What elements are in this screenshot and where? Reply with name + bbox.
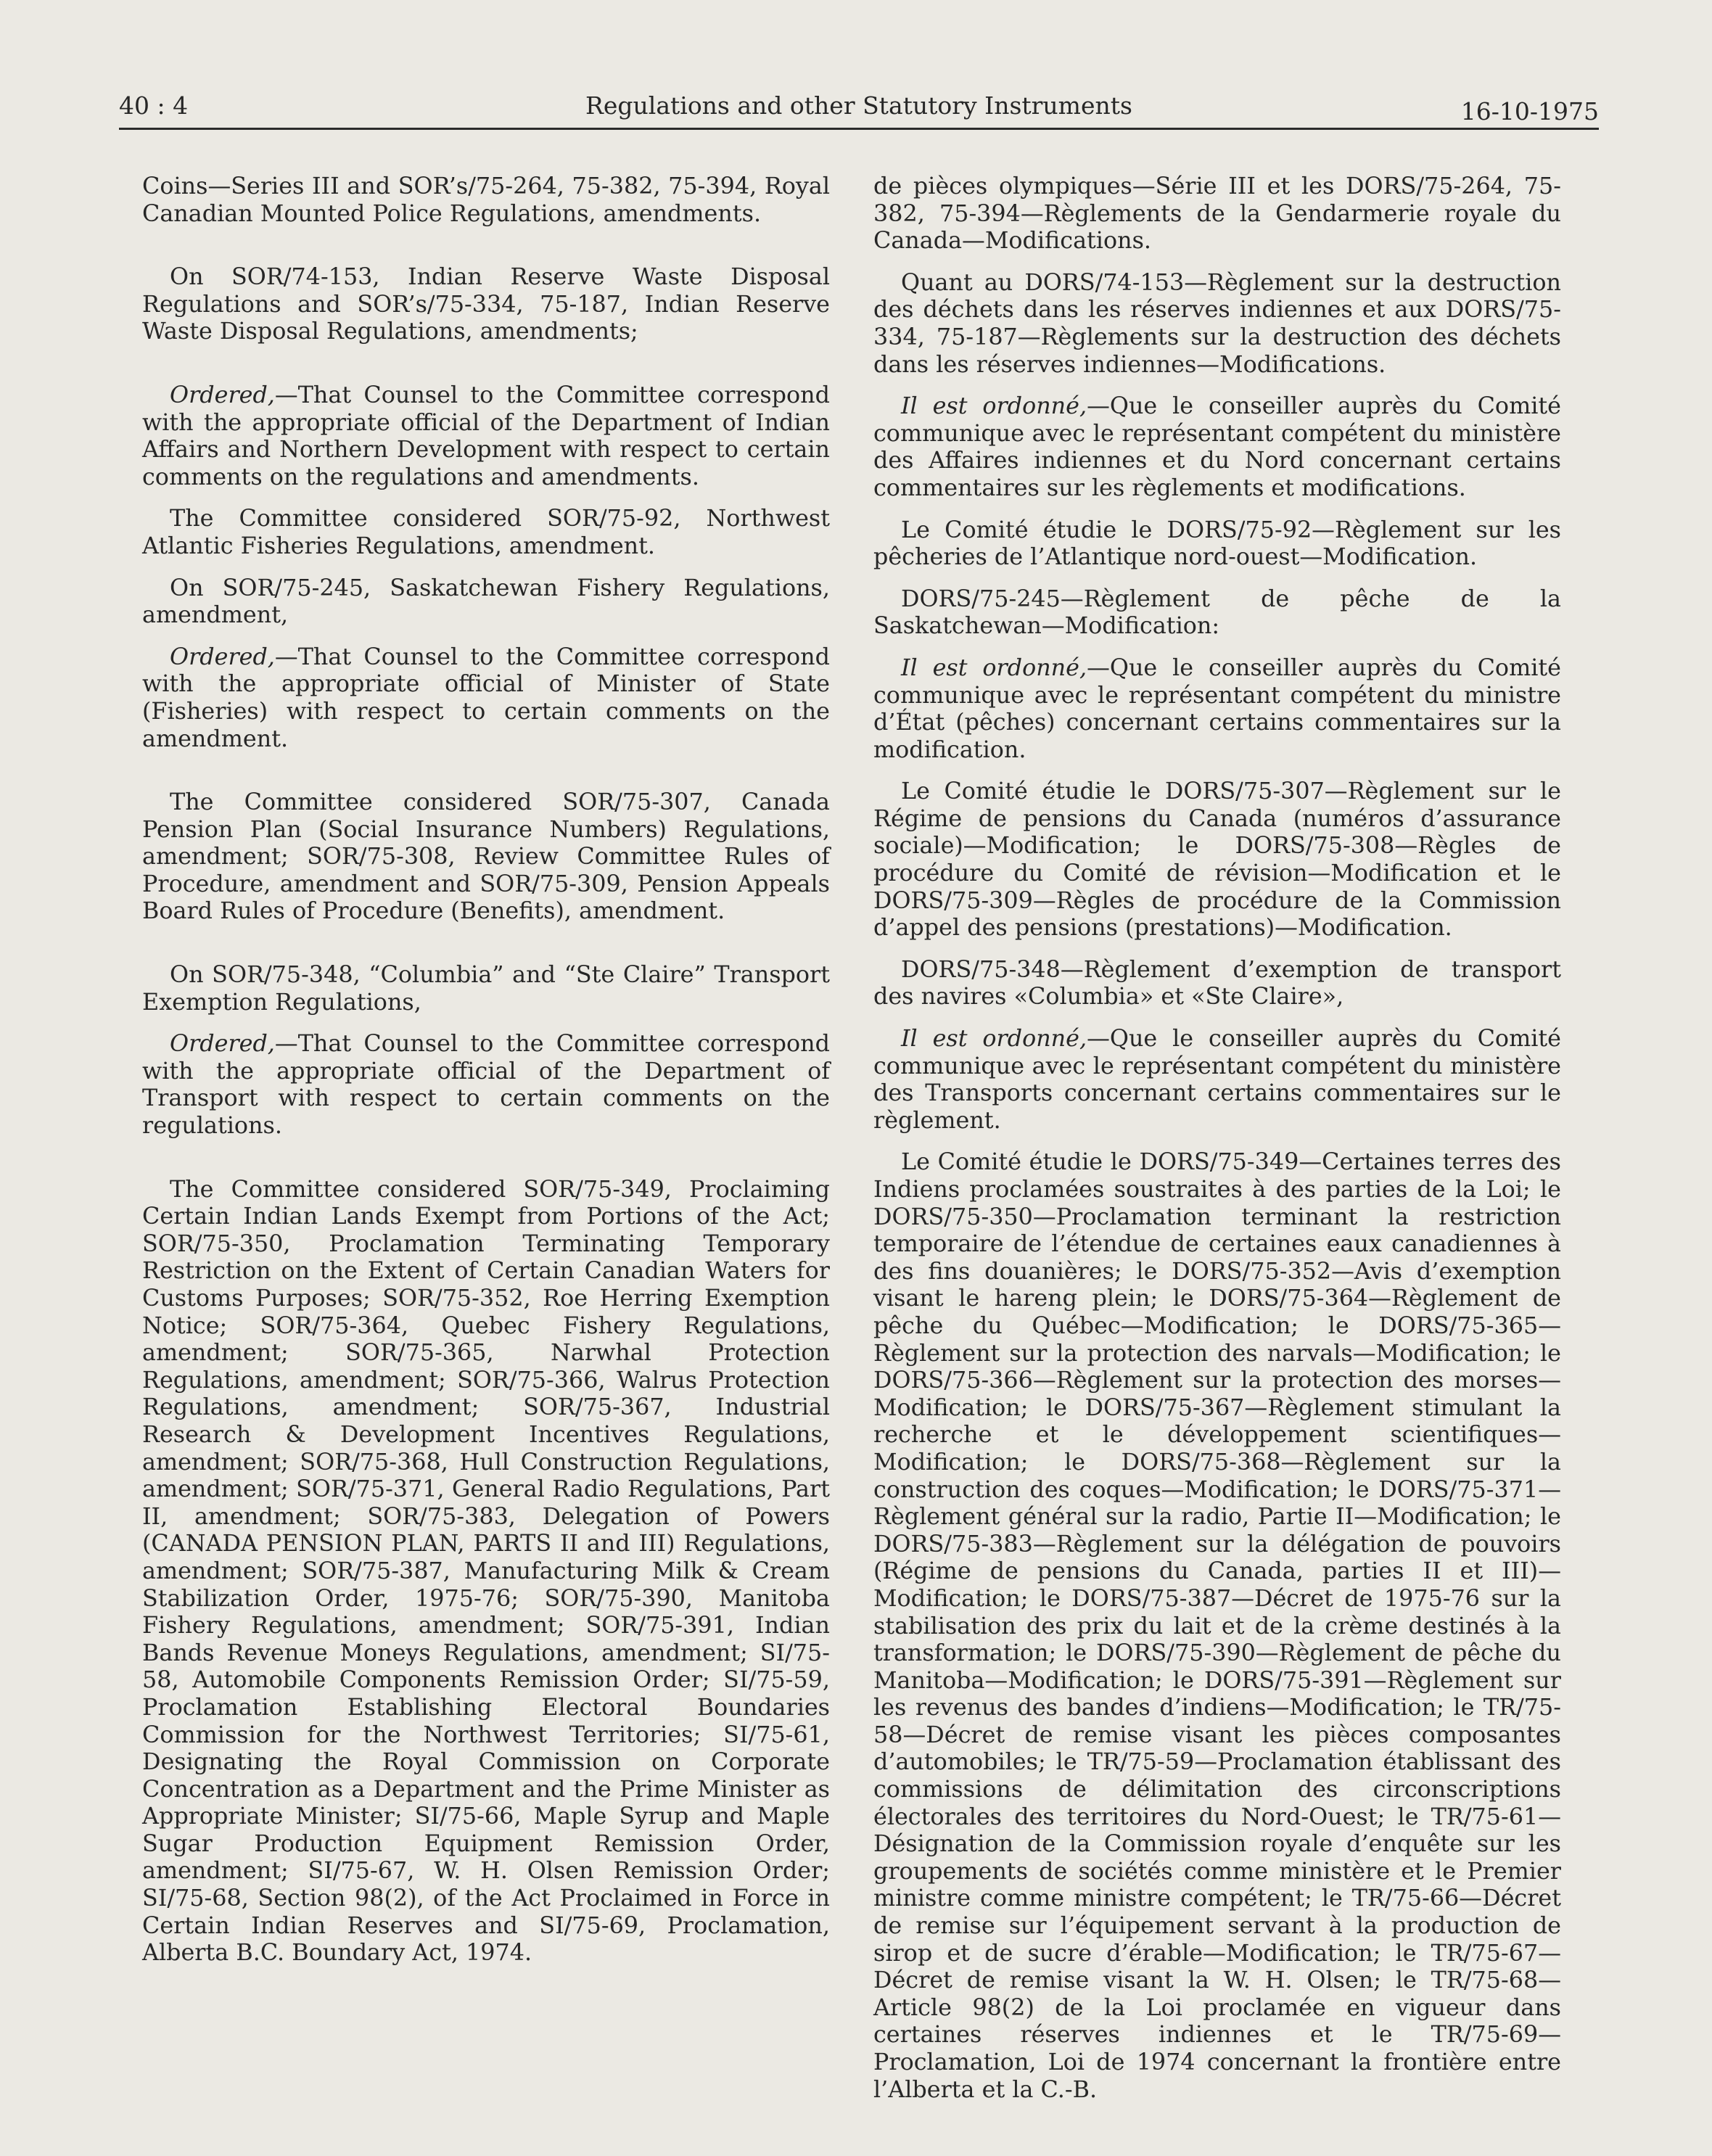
paragraph: On SOR/75-348, “Columbia” and “Ste Claire” Transport Exemption Regulations, — [142, 961, 830, 1016]
paragraph: The Committee considered SOR/75-349, Proclaiming Certain Indian Lands Exempt from Portions of the Act; SOR/75-350, Proclamation Terminating Temporary Restriction on the Extent of Certain Canadian Waters for Customs Purposes; SOR/75-352, Roe Herring Exemption Notice; SOR/75-364, Quebec Fishery Regulations, amendment; SOR/75-365, Narwhal Protection Regulations, amendment; SOR/75-366, Walrus Protection Regulations, amendment; SOR/75-367, Industrial Research & Development Incentives Regulations, amendment; SOR/75-368, Hull Construction Regulations, amendment; SOR/75-371, General Radio Regulations, Part II, amendment; SOR/75-383, Delegation of Powers (CANADA PENSION PLAN, PARTS II and III) Regulations, amendment; SOR/75-387, Manufacturing Milk & Cream Stabilization Order, 1975-76; SOR/75-390, Manitoba Fishery Regulations, amendment; SOR/75-391, Indian Bands Revenue Moneys Regulations, amendment; SI/75-58, Automobile Components Remission Order; SI/75-59, Proclamation Establishing Electoral Boundaries Commission for the Northwest Territories; SI/75-61, Designating the Royal Commission on Corporate Concentration as a Department and the Prime Minister as Appropriate Minister; SI/75-66, Maple Syrup and Maple Sugar Production Equipment Remission Order, amendment; SI/75-67, W. H. Olsen Remission Order; SI/75-68, Section 98(2), of the Act Proclaimed in Force in Certain Indian Reserves and SI/75-69, Proclamation, Alberta B.C. Boundary Act, 1974. — [142, 1175, 830, 1967]
paragraph: de pièces olympiques—Série III et les DORS/75-264, 75-382, 75-394—Règlements de la Gendarmerie royale du Canada—Modifications. — [873, 173, 1561, 255]
paragraph: Le Comité étudie le DORS/75-307—Règlement sur le Régime de pensions du Canada (numéros d’assurance sociale)—Modification; le DORS/75-308—Règles de procédure du Comité de révision—Modification et le DORS/75-309—Règles de procédure de la Commission d’appel des pensions (prestations)—Modification. — [873, 778, 1561, 942]
paragraph: DORS/75-245—Règlement de pêche de la Saskatchewan—Modification: — [873, 585, 1561, 640]
paragraph: The Committee considered SOR/75-307, Canada Pension Plan (Social Insurance Numbers) Regulations, amendment; SOR/75-308, Review Committee Rules of Procedure, amendment and SOR/75-309, Pension Appeals Board Rules of Procedure (Benefits), amendment. — [142, 789, 830, 925]
paragraph: Le Comité étudie le DORS/75-92—Règlement sur les pêcheries de l’Atlantique nord-ouest—Modification. — [873, 516, 1561, 571]
french-column — [873, 173, 1561, 2118]
paragraph: Il est ordonné,—Que le conseiller auprès du Comité communique avec le représentant compétent du ministère des Transports concernant certains commentaires sur le règlement. — [873, 1025, 1561, 1134]
paragraph: Ordered,—That Counsel to the Committee correspond with the appropriate official of the Department of Transport with respect to certain comments on the regulations. — [142, 1030, 830, 1140]
issue-date: 16-10-1975 — [1460, 97, 1599, 126]
page-header — [119, 91, 1599, 130]
english-column — [142, 173, 830, 1981]
paragraph: Coins—Series III and SOR’s/75-264, 75-382, 75-394, Royal Canadian Mounted Police Regulations, amendments. — [142, 173, 830, 227]
paragraph: Quant au DORS/74-153—Règlement sur la destruction des déchets dans les réserves indiennes et aux DORS/75-334, 75-187—Règlements sur la destruction des déchets dans les réserves indiennes—Modifications. — [873, 268, 1561, 378]
paragraph: Ordered,—That Counsel to the Committee correspond with the appropriate official of Minister of State (Fisheries) with respect to certain comments on the amendment. — [142, 643, 830, 752]
paragraph: On SOR/75-245, Saskatchewan Fishery Regulations, amendment, — [142, 574, 830, 629]
paragraph: Le Comité étudie le DORS/75-349—Certaines terres des Indiens proclamées soustraites à des parties de la Loi; le DORS/75-350—Proclamation terminant la restriction temporaire de l’étendue de certaines eaux canadiennes à des fins douanières; le DORS/75-352—Avis d’exemption visant le hareng plein; le DORS/75-364—Règlement de pêche du Québec—Modification; le DORS/75-365—Règlement sur la protection des narvals—Modification; le DORS/75-366—Règlement sur la protection des morses—Modification; le DORS/75-367—Règlement stimulant la recherche et le développement scientifiques—Modification; le DORS/75-368—Règlement sur la construction des coques—Modification; le DORS/75-371—Règlement général sur la radio, Partie II—Modification; le DORS/75-383—Règlement sur la délégation de pouvoirs (Régime de pensions du Canada, parties II et III)—Modification; le DORS/75-387—Décret de 1975-76 sur la stabilisation des prix du lait et de la crème destinés à la transformation; le DORS/75-390—Règlement de pêche du Manitoba—Modification; le DORS/75-391—Règlement sur les revenus des bandes d’indiens—Modification; le TR/75-58—Décret de remise visant les pièces composantes d’automobiles; le TR/75-59—Proclamation établissant des commissions de délimitation des circonscriptions électorales des territoires du Nord-Ouest; le TR/75-61—Désignation de la Commission royale d’enquête sur les groupements de sociétés comme ministère et le Premier ministre comme ministre compétent; le TR/75-66—Décret de remise sur l’équipement servant à la production de sirop et de sucre d’érable—Modification; le TR/75-67—Décret de remise visant la W. H. Olsen; le TR/75-68—Article 98(2) de la Loi proclamée en vigueur dans certaines réserves indiennes et le TR/75-69—Proclamation, Loi de 1974 concernant la frontière entre l’Alberta et la C.-B. — [873, 1148, 1561, 2103]
page-number: 40 : 4 — [119, 91, 189, 120]
paragraph: Il est ordonné,—Que le conseiller auprès du Comité communique avec le représentant compétent du ministre d’État (pêches) concernant certains commentaires sur la modification. — [873, 654, 1561, 763]
paragraph: Il est ordonné,—Que le conseiller auprès du Comité communique avec le représentant compétent du ministère des Affaires indiennes et du Nord concernant certains commentaires sur les règlements et modifications. — [873, 392, 1561, 501]
running-title: Regulations and other Statutory Instruments — [585, 91, 1132, 120]
paragraph: Ordered,—That Counsel to the Committee correspond with the appropriate official of the Department of Indian Affairs and Northern Development with respect to certain comments on the regulations and amendments. — [142, 381, 830, 490]
paragraph: DORS/75-348—Règlement d’exemption de transport des navires «Columbia» et «Ste Claire», — [873, 955, 1561, 1011]
paragraph: On SOR/74-153, Indian Reserve Waste Disposal Regulations and SOR’s/75-334, 75-187, Indian Reserve Waste Disposal Regulations, amendments; — [142, 263, 830, 345]
paragraph: The Committee considered SOR/75-92, Northwest Atlantic Fisheries Regulations, amendment. — [142, 505, 830, 559]
